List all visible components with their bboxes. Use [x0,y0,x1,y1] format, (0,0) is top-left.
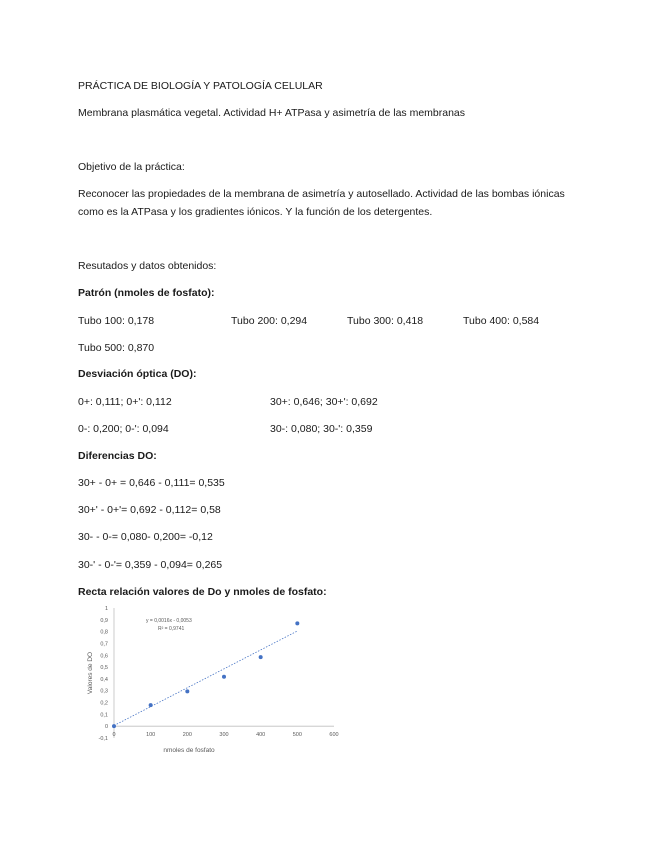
differences-heading: Diferencias DO: [78,450,157,462]
y-tick-label: 0,3 [100,688,108,695]
y-tick-label: 0,9 [100,617,108,624]
document-title: PRÁCTICA DE BIOLOGÍA Y PATOLOGÍA CELULAR [78,80,323,92]
pattern-heading: Patrón (nmoles de fosfato): [78,287,215,299]
objective-heading: Objetivo de la práctica: [78,161,185,173]
y-tick-label: 0,7 [100,641,108,648]
trendline [114,631,297,726]
difference-row: 30-' - 0-'= 0,359 - 0,094= 0,265 [78,559,223,571]
data-point [149,703,153,707]
tube-value: Tubo 500: 0,870 [78,342,155,354]
results-heading: Resutados y datos obtenidos: [78,260,217,272]
x-axis-label: nmoles de fosfato [163,747,215,754]
do-value: 30-: 0,080; 30-': 0,359 [270,423,373,435]
tube-value: Tubo 300: 0,418 [347,315,424,327]
difference-row: 30- - 0-= 0,080- 0,200= -0,12 [78,531,213,543]
data-point [222,675,226,679]
x-tick-label: 200 [182,732,192,739]
y-axis-label: Valores de DO [87,651,94,695]
tube-value: Tubo 400: 0,584 [463,315,540,327]
y-tick-label: 0,4 [100,676,108,683]
tube-value: Tubo 100: 0,178 [78,315,155,327]
x-tick-label: 0 [112,732,116,739]
data-point [295,621,299,625]
x-tick-label: 400 [256,732,266,739]
objective-text-line-1: Reconocer las propiedades de la membrana de asimetría y autosellado. Actividad de las bombas iónicas [78,188,565,200]
y-tick-label: 0,8 [100,629,108,636]
x-tick-label: 100 [146,732,156,739]
data-point [185,689,189,693]
do-value: 0-: 0,200; 0-': 0,094 [78,423,169,435]
y-tick-label: 0,5 [100,665,108,672]
y-tick-label: -0,1 [98,736,108,742]
x-tick-label: 300 [219,732,229,739]
r-squared-label: R² = 0,9741 [158,626,185,632]
scatter-chart [80,600,370,760]
y-tick-label: 0 [104,724,108,731]
data-point [112,724,116,728]
y-tick-label: 0,2 [100,700,108,707]
trendline-equation: y = 0,0016x - 0,0053 [146,618,192,624]
document-subtitle: Membrana plasmática vegetal. Actividad H+ ATPasa y asimetría de las membranas [78,107,466,119]
difference-row: 30+ - 0+ = 0,646 - 0,111= 0,535 [78,477,225,489]
difference-row: 30+' - 0+'= 0,692 - 0,112= 0,58 [78,504,221,516]
do-value: 30+: 0,646; 30+': 0,692 [270,396,378,408]
do-value: 0+: 0,111; 0+': 0,112 [78,396,172,408]
y-tick-label: 1 [104,606,108,612]
y-tick-label: 0,6 [100,653,108,660]
x-tick-label: 500 [292,732,302,739]
chart-heading: Recta relación valores de Do y nmoles de fosfato: [78,586,327,598]
x-tick-label: 600 [329,732,339,739]
objective-text-line-2: como es la ATPasa y los gradientes iónicos. Y la función de los detergentes. [78,206,433,218]
data-point [259,655,263,659]
do-heading: Desviación óptica (DO): [78,368,197,380]
y-tick-label: 0,1 [100,712,108,719]
tube-value: Tubo 200: 0,294 [231,315,308,327]
